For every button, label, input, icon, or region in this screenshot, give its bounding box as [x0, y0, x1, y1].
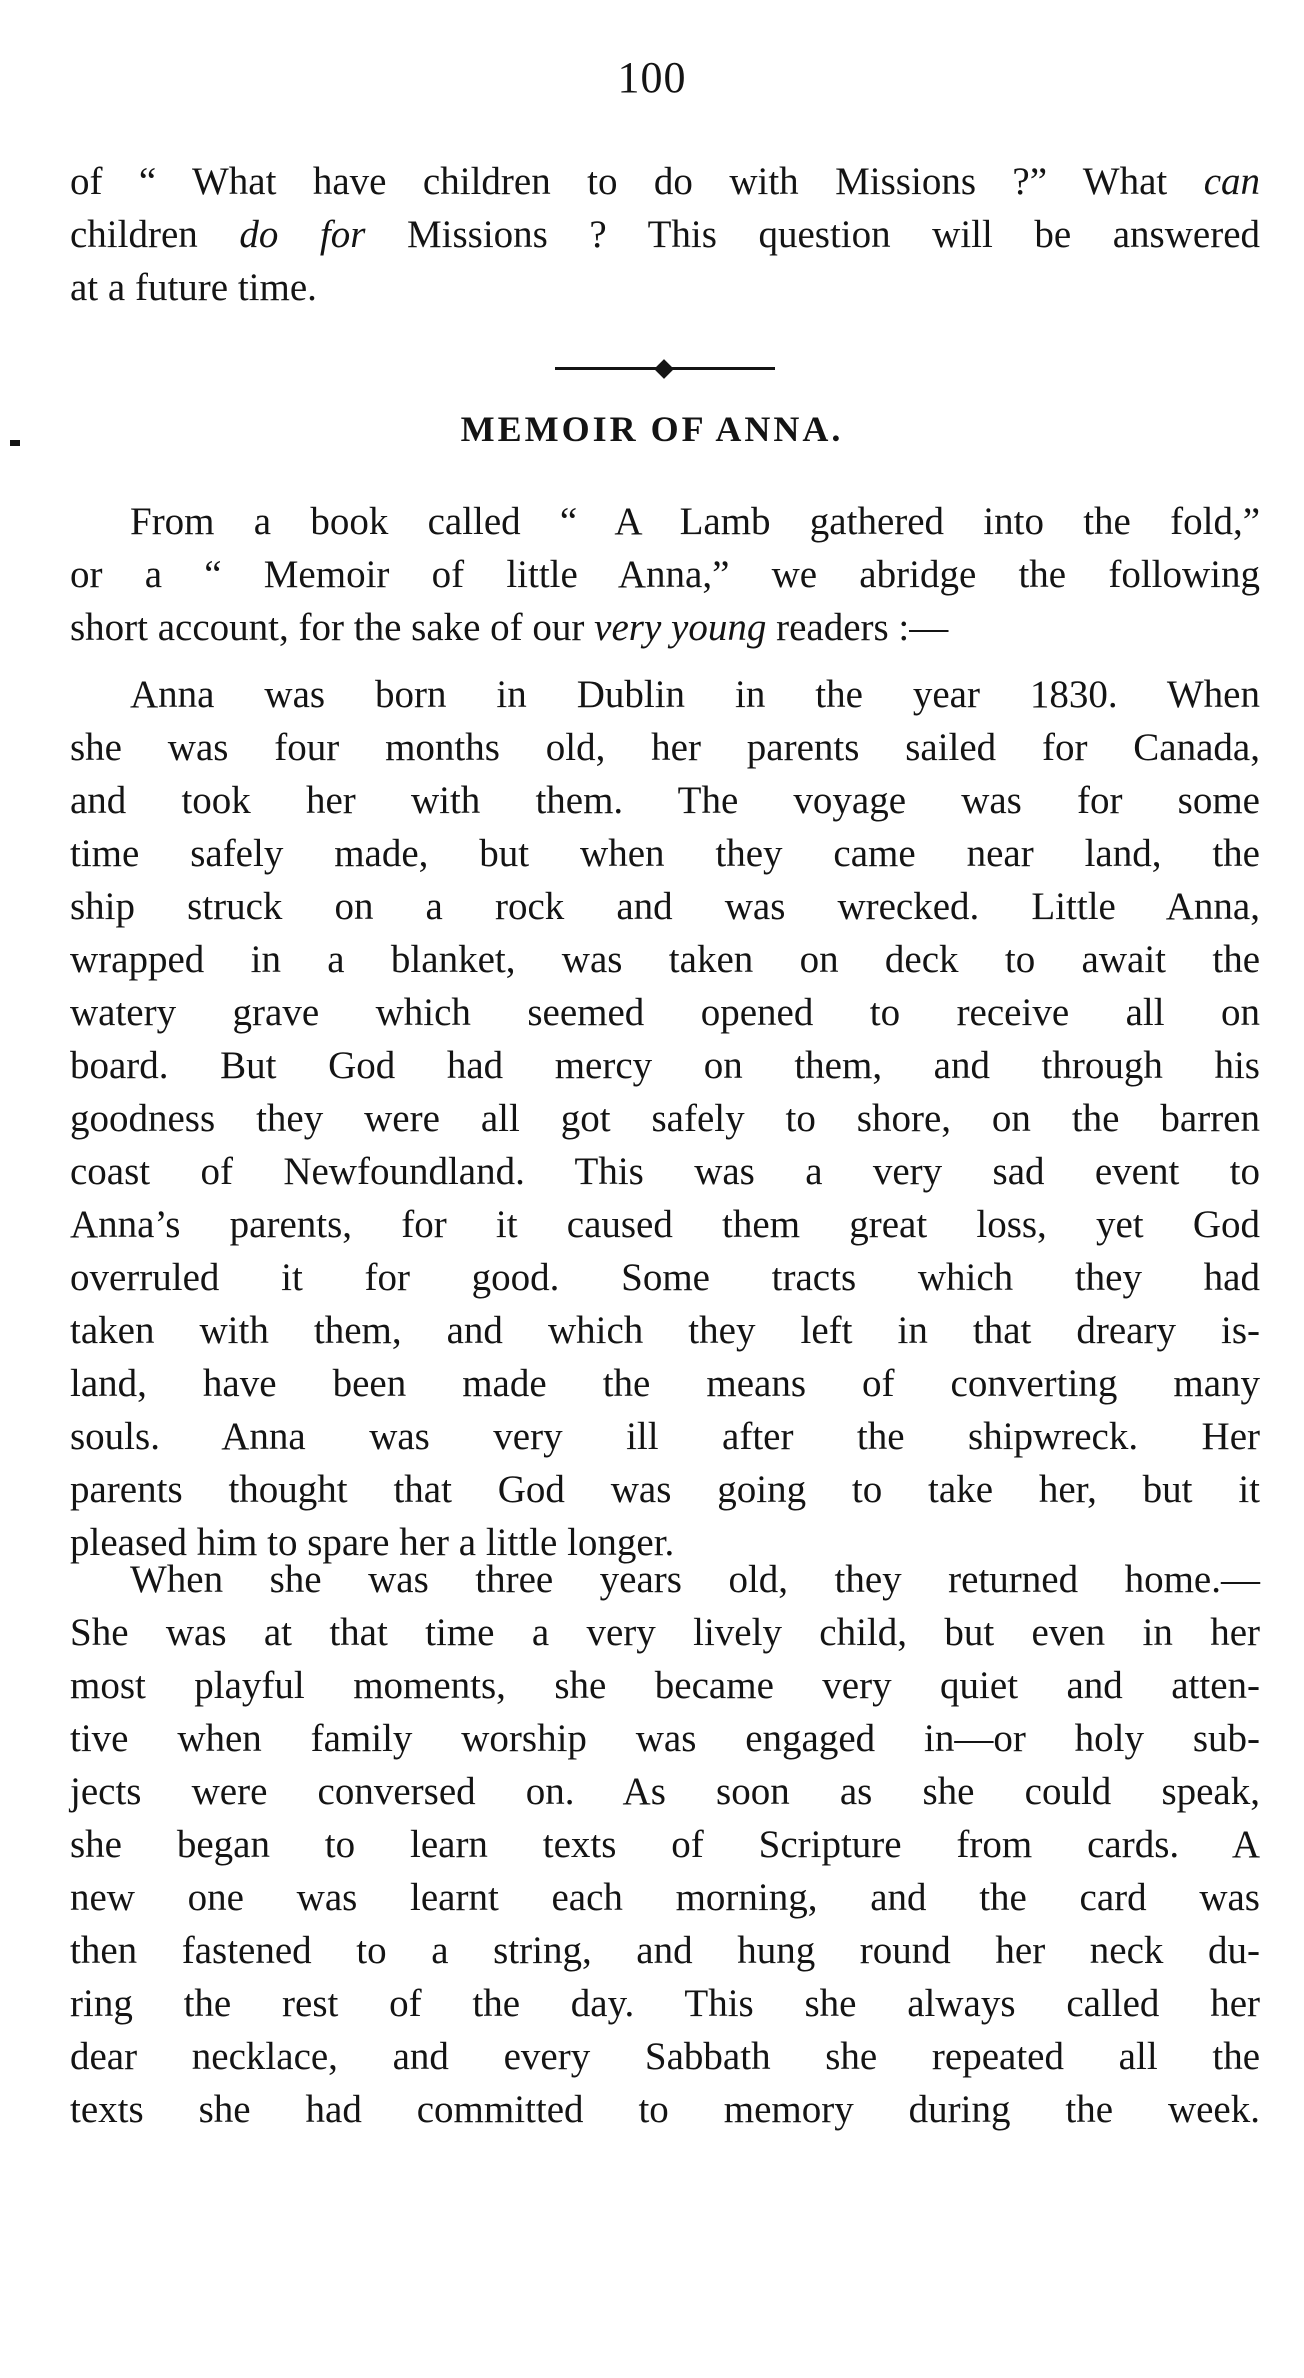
paragraph-line: goodness they were all got safely to shore, on the barren: [70, 1097, 1260, 1140]
paragraph-line: ship struck on a rock and was wrecked. Little Anna,: [70, 885, 1260, 928]
paragraph-birth: [70, 668, 1260, 1569]
paragraph-line: board. But God had mercy on them, and through his: [70, 1044, 1260, 1087]
paragraph-line: texts she had committed to memory during the week.: [70, 2088, 1260, 2131]
paragraph-line: souls. Anna was very ill after the shipwreck. Her: [70, 1415, 1260, 1458]
rule-knot: [654, 359, 674, 379]
paragraph-line: wrapped in a blanket, was taken on deck to await the: [70, 938, 1260, 981]
paragraph-line: most playful moments, she became very quiet and atten-: [70, 1664, 1260, 1707]
paragraph-line: she began to learn texts of Scripture from cards. A: [70, 1823, 1260, 1866]
intro-line: at a future time.: [70, 266, 317, 309]
ornamental-rule-icon: [555, 362, 775, 376]
section-heading: MEMOIR OF ANNA.: [460, 409, 844, 449]
paragraph-line: jects were conversed on. As soon as she could speak,: [70, 1770, 1260, 1813]
paragraph-line: watery grave which seemed opened to receive all on: [70, 991, 1260, 1034]
paragraph-line: From a book called “ A Lamb gathered into the fold,”: [130, 500, 1260, 543]
intro-line: of “ What have children to do with Missions ?” What can: [70, 160, 1260, 203]
intro-line: children do for Missions ? This question will be answered: [70, 213, 1261, 256]
paragraph-line: dear necklace, and every Sabbath she repeated all the: [70, 2035, 1260, 2078]
page-number: 100: [617, 53, 687, 102]
paragraph-line: Anna’s parents, for it caused them great loss, yet God: [70, 1203, 1260, 1246]
paragraph-line: ring the rest of the day. This she always called her: [70, 1982, 1260, 2025]
paragraph-line: When she was three years old, they returned home.—: [130, 1558, 1260, 1601]
paragraph-line: pleased him to spare her a little longer.: [70, 1521, 675, 1564]
paragraph-return-home: [70, 1553, 1260, 2136]
paragraph-line: time safely made, but when they came near land, the: [70, 832, 1260, 875]
paragraph-line: or a “ Memoir of little Anna,” we abridge the following: [70, 553, 1260, 596]
paragraph-line: Anna was born in Dublin in the year 1830. When: [130, 673, 1260, 716]
paragraph-line: coast of Newfoundland. This was a very sad event to: [70, 1150, 1260, 1193]
paragraph-line: then fastened to a string, and hung round her neck du-: [70, 1929, 1260, 1972]
paragraph-line: new one was learnt each morning, and the card was: [70, 1876, 1260, 1919]
paragraph-line: She was at that time a very lively child, but even in her: [70, 1611, 1260, 1654]
paragraph-line: and took her with them. The voyage was for some: [70, 779, 1260, 822]
paragraph-line: tive when family worship was engaged in—or holy sub-: [70, 1717, 1260, 1760]
paragraph-line: she was four months old, her parents sailed for Canada,: [70, 726, 1260, 769]
paragraph-line: overruled it for good. Some tracts which they had: [70, 1256, 1260, 1299]
paragraph-line: parents thought that God was going to take her, but it: [70, 1468, 1260, 1511]
paragraph-line: short account, for the sake of our very young readers :—: [70, 606, 949, 649]
paragraph-source: [70, 495, 1260, 654]
paragraph-line: land, have been made the means of converting many: [70, 1362, 1260, 1405]
intro-paragraph: [70, 155, 1260, 314]
paragraph-line: taken with them, and which they left in that dreary is-: [70, 1309, 1260, 1352]
